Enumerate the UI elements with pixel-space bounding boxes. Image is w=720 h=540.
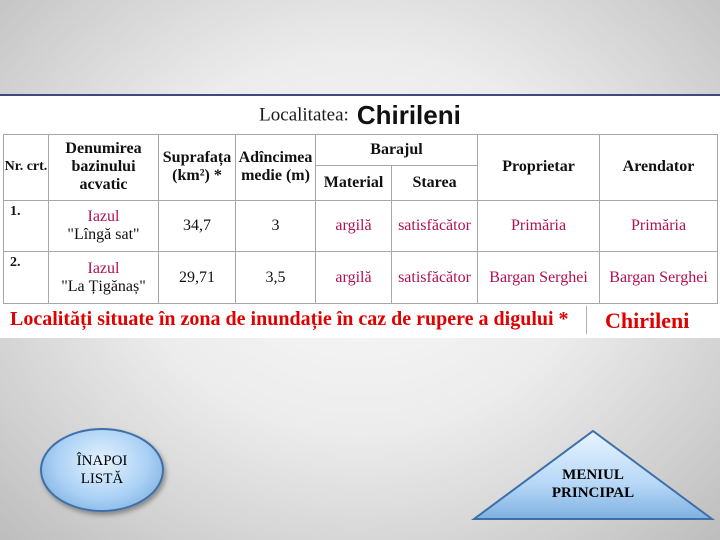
back-to-list-button[interactable] bbox=[40, 428, 164, 512]
cell-nr: 2. bbox=[4, 252, 49, 304]
flood-zone-locality: Chirileni bbox=[605, 308, 690, 333]
cell-starea: satisfăcător bbox=[392, 252, 478, 304]
page-title bbox=[0, 98, 720, 132]
content-panel bbox=[0, 94, 720, 338]
flood-zone-text: Localități situate în zona de inundație în caz de rupere a digului * bbox=[10, 308, 569, 330]
cell-denumirea-line2: "Lîngă sat" bbox=[67, 226, 140, 244]
header-adincimea: Adîncimea medie (m) bbox=[236, 135, 316, 201]
main-menu-button[interactable] bbox=[470, 428, 716, 524]
locality-label: Localitatea: bbox=[259, 104, 349, 126]
header-nr: Nr. crt. bbox=[4, 135, 49, 201]
cell-denumirea bbox=[49, 200, 159, 252]
menu-button-label bbox=[470, 466, 716, 502]
footer-divider bbox=[586, 306, 587, 334]
cell-denumirea-line1: Iazul bbox=[87, 208, 120, 226]
cell-denumirea-line1: Iazul bbox=[87, 259, 120, 277]
cell-material: argilă bbox=[316, 252, 392, 304]
cell-arendator: Bargan Serghei bbox=[600, 252, 718, 304]
header-starea: Starea bbox=[392, 165, 478, 200]
cell-denumirea-line2: "La Țigănaș" bbox=[61, 277, 146, 295]
header-suprafata: Suprafața (km²) * bbox=[159, 135, 236, 201]
header-arendator: Arendator bbox=[600, 135, 718, 201]
header-material: Material bbox=[316, 165, 392, 200]
back-label-line1: ÎNAPOI bbox=[76, 453, 128, 469]
table-header-row bbox=[4, 135, 718, 166]
cell-nr: 1. bbox=[4, 200, 49, 252]
cell-material: argilă bbox=[316, 200, 392, 252]
back-button-label bbox=[77, 452, 128, 488]
table-row bbox=[4, 200, 718, 252]
cell-proprietar: Bargan Serghei bbox=[478, 252, 600, 304]
menu-label-line1: MENIUL bbox=[562, 467, 624, 483]
cell-adincimea: 3,5 bbox=[236, 252, 316, 304]
cell-suprafata: 34,7 bbox=[159, 200, 236, 252]
water-basin-table bbox=[3, 134, 718, 304]
header-barajul: Barajul bbox=[316, 135, 478, 166]
table-row bbox=[4, 252, 718, 304]
menu-label-line2: PRINCIPAL bbox=[551, 485, 635, 501]
locality-name: Chirileni bbox=[356, 100, 461, 131]
header-proprietar: Proprietar bbox=[478, 135, 600, 201]
cell-suprafata: 29,71 bbox=[159, 252, 236, 304]
header-denumirea: Denumirea bazinului acvatic bbox=[49, 135, 159, 201]
cell-adincimea: 3 bbox=[236, 200, 316, 252]
cell-arendator: Primăria bbox=[600, 200, 718, 252]
cell-starea: satisfăcător bbox=[392, 200, 478, 252]
cell-proprietar: Primăria bbox=[478, 200, 600, 252]
flood-zone-footer bbox=[0, 306, 720, 334]
cell-denumirea bbox=[49, 252, 159, 304]
back-label-line2: LISTĂ bbox=[80, 471, 124, 487]
